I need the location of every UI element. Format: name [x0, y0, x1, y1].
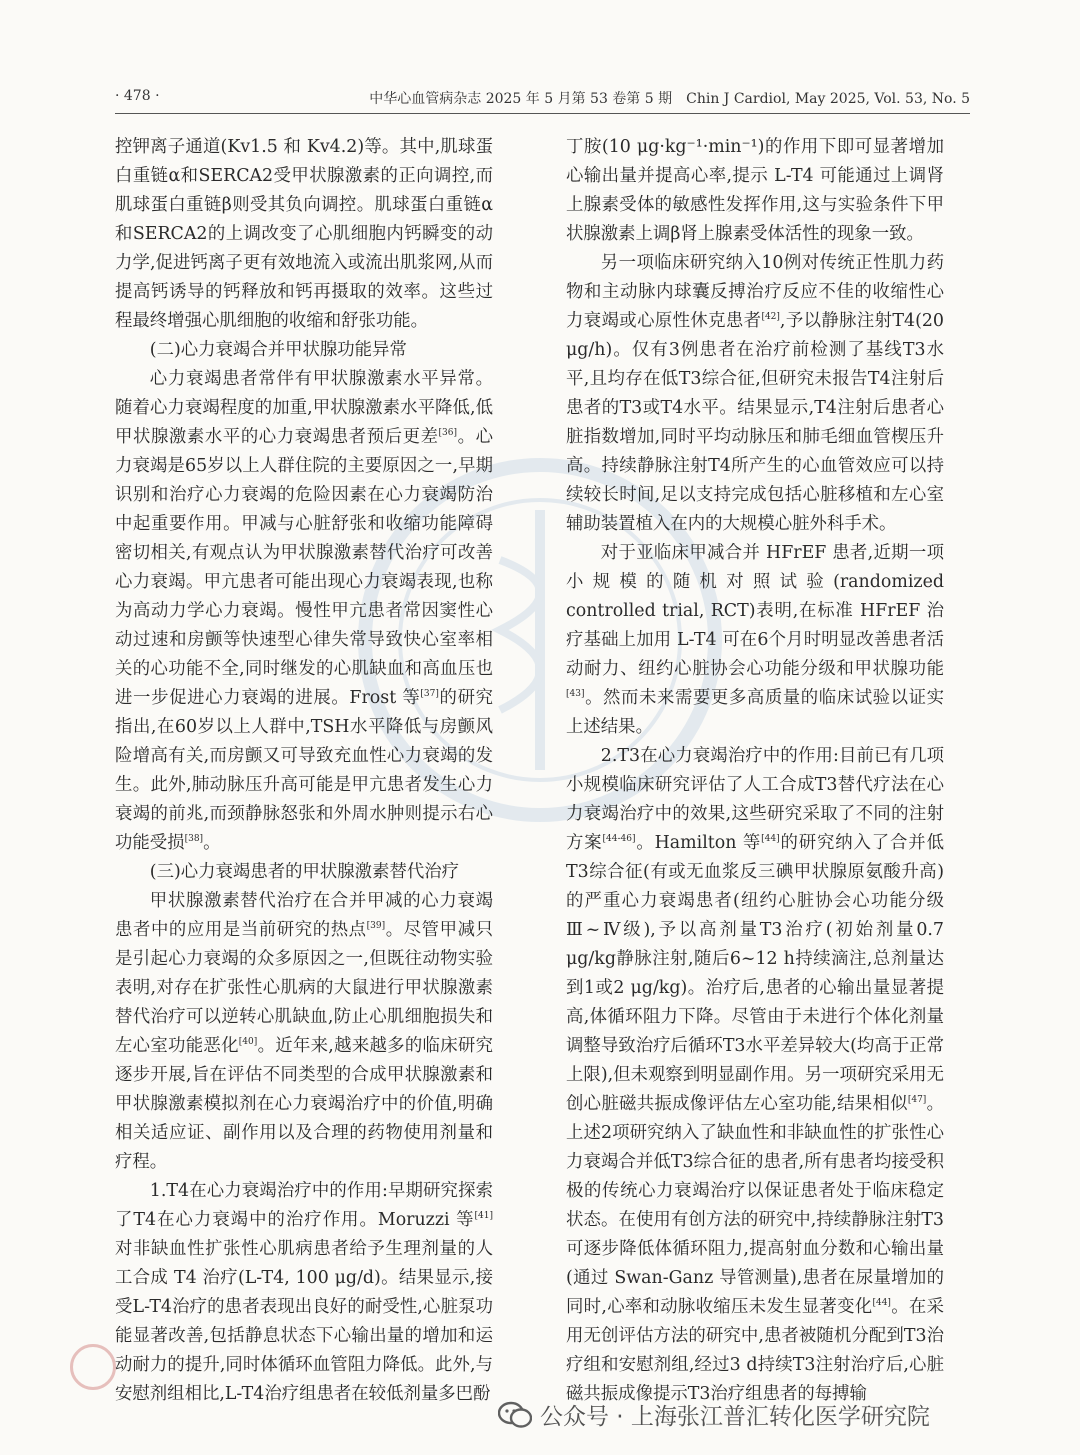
publisher-seal-icon: [70, 1344, 116, 1390]
citation-ref: [42]: [761, 312, 780, 323]
wechat-account-banner[interactable]: [498, 1395, 1058, 1435]
paragraph: 甲状腺激素替代治疗在合并甲减的心力衰竭患者中的应用是当前研究的热点[39]。尽管甲减只是引起心力衰竭的众多原因之一,但既往动物实验表明,对存在扩张性心肌病的大鼠进行甲状腺激素替代治疗可以逆转心肌缺血,防止心肌细胞损失和左心室功能恶化[40]。近年来,越来越多的临床研究逐步开展,旨在评估不同类型的合成甲状腺激素和甲状腺激素模拟剂在心力衰竭治疗中的价值,明确相关适应证、副作用以及合理的药物使用剂量和疗程。: [115, 891, 493, 1172]
citation-ref: [47]: [907, 1095, 927, 1106]
citation-ref: [41]: [474, 1211, 493, 1222]
paragraph: 丁胺(10 μg·kg⁻¹·min⁻¹)的作用下即可显著增加心输出量并提高心率,提示 L-T4 可能通过上调肾上腺素受体的敏感性发挥作用,这与实验条件下甲状腺激素上调β肾上腺素受体活性的现象一致。: [566, 137, 944, 244]
citation-ref: [44]: [761, 834, 780, 845]
paragraph: 控钾离子通道(Kv1.5 和 Kv4.2)等。其中,肌球蛋白重链α和SERCA2受甲状腺激素的正向调控,而肌球蛋白重链β则受其负向调控。肌球蛋白重链α和SERCA2的上调改变了心肌细胞内钙瞬变的动力学,促进钙离子更有效地流入或流出肌浆网,从而提高钙诱导的钙释放和钙再摄取的效率。这些过程最终增强心肌细胞的收缩和舒张功能。: [115, 137, 493, 331]
paragraph: 2.T3在心力衰竭治疗中的作用:目前已有几项小规模临床研究评估了人工合成T3替代疗法在心力衰竭治疗中的效果,这些研究采取了不同的注射方案[44-46]。Hamilton 等[44]的研究纳入了合并低T3综合征(有或无血浆反三碘甲状腺原氨酸升高)的严重心力衰竭患者(纽约心脏协会心功能分级 Ⅲ~Ⅳ级),予以高剂量T3治疗(初始剂量0.7 μg/kg静脉注射,随后6~12 h持续滴注,总剂量达到1或2 μg/kg)。治疗后,患者的心输出量显著提高,体循环阻力下降。尽管由于未进行个体化剂量调整导致治疗后循环T3水平差异较大(均高于正常上限),但未观察到明显副作用。另一项研究采用无创心脏磁共振成像评估左心室功能,结果相似[47]。上述2项研究纳入了缺血性和非缺血性的扩张性心力衰竭合并低T3综合征的患者,所有患者均接受积极的传统心力衰竭治疗以保证患者处于临床稳定状态。在使用有创方法的研究中,持续静脉注射T3可逐步降低体循环阻力,提高射血分数和心输出量(通过 Swan-Ganz 导管测量),患者在尿量增加的同时,心率和动脉收缩压未发生显著变化[44]。在采用无创评估方法的研究中,患者被随机分配到T3治疗组和安慰剂组,经过3 d持续T3注射治疗后,心脏磁共振成像提示T3治疗组患者的每搏输: [566, 746, 944, 1404]
paragraph: 1.T4在心力衰竭治疗中的作用:早期研究探索了T4在心力衰竭中的治疗作用。Moruzzi 等[41]对非缺血性扩张性心肌病患者给予生理剂量的人工合成 T4 治疗(L-T4, 100 μg/d)。结果显示,接受L-T4治疗的患者表现出良好的耐受性,心脏泵功能显著改善,包括静息状态下心输出量的增加和运动耐力的提升,同时体循环血管阻力降低。此外,与安慰剂组相比,L-T4治疗组患者在较低剂量多巴酚: [115, 1181, 493, 1404]
wechat-icon: [498, 1401, 532, 1429]
section-heading: (三)心力衰竭患者的甲状腺激素替代治疗: [149, 862, 460, 882]
left-column: [115, 133, 493, 1409]
wechat-account-name: 公众号 · 上海张江普汇转化医学研究院: [540, 1404, 930, 1430]
page-number: · 478 ·: [115, 88, 160, 104]
paragraph: 对于亚临床甲减合并 HFrEF 患者,近期一项小规模的随机对照试验(randomized controlled trial, RCT)表明,在标准 HFrEF 治疗基础上加用 L-T4 可在6个月时明显改善患者活动耐力、纽约心脏协会心功能分级和甲状腺功能[43]。然而未来需要更多高质量的临床试验以证实上述结果。: [566, 543, 944, 737]
citation-ref: [38]: [184, 834, 204, 845]
running-header: [115, 86, 970, 110]
section-heading: (二)心力衰竭合并甲状腺功能异常: [149, 340, 407, 360]
right-column: [566, 133, 944, 1409]
citation-ref: [44]: [872, 1298, 891, 1309]
citation-ref: [39]: [366, 921, 386, 932]
header-rule: [115, 113, 970, 114]
citation-ref: [43]: [566, 689, 585, 700]
citation-ref: [40]: [238, 1037, 258, 1048]
publisher-logo: [70, 1340, 490, 1390]
journal-citation: 中华心血管病杂志 2025 年 5 月第 53 卷第 5 期 Chin J Cardiol, May 2025, Vol. 53, No. 5: [369, 91, 970, 107]
paragraph: 心力衰竭患者常伴有甲状腺激素水平异常。随着心力衰竭程度的加重,甲状腺激素水平降低,低甲状腺激素水平的心力衰竭患者预后更差[36]。心力衰竭是65岁以上人群住院的主要原因之一,早期识别和治疗心力衰竭的危险因素在心力衰竭防治中起重要作用。甲减与心脏舒张和收缩功能障碍密切相关,有观点认为甲状腺激素替代治疗可改善心力衰竭。甲亢患者可能出现心力衰竭表现,也称为高动力学心力衰竭。慢性甲亢患者常因窦性心动过速和房颤等快速型心律失常导致快心室率相关的心功能不全,同时继发的心肌缺血和高血压也进一步促进心力衰竭的进展。Frost 等[37]的研究指出,在60岁以上人群中,TSH水平降低与房颤风险增高有关,而房颤又可导致充血性心力衰竭的发生。此外,肺动脉压升高可能是甲亢患者发生心力衰竭的前兆,而颈静脉怒张和外周水肿则提示右心功能受损[38]。: [115, 369, 493, 853]
citation-ref: [44-46]: [602, 834, 636, 845]
citation-ref: [36]: [438, 428, 458, 439]
paragraph: 另一项临床研究纳入10例对传统正性肌力药物和主动脉内球囊反搏治疗反应不佳的收缩性心力衰竭或心原性休克患者[42],予以静脉注射T4(20 μg/h)。仅有3例患者在治疗前检测了基线T3水平,且均存在低T3综合征,但研究未报告T4注射后患者的T3或T4水平。结果显示,T4注射后患者心脏指数增加,同时平均动脉压和肺毛细血管楔压升高。持续静脉注射T4所产生的心血管效应可以持续较长时间,足以支持完成包括心脏移植和左心室辅助装置植入在内的大规模心脏外科手术。: [566, 253, 944, 534]
citation-ref: [37]: [420, 689, 439, 700]
